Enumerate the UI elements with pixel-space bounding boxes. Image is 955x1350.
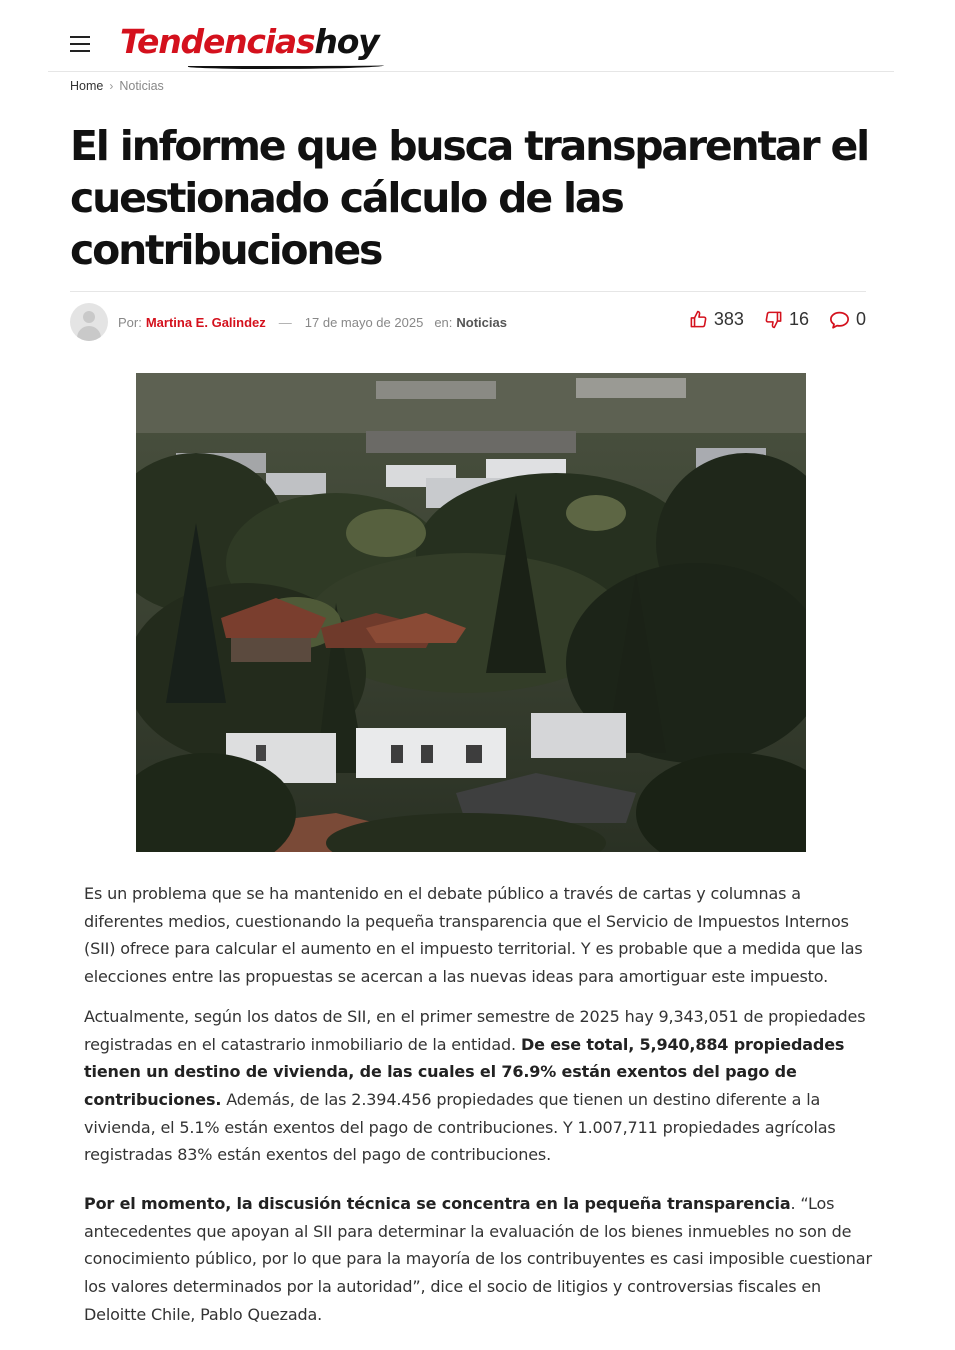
publish-date: 17 de mayo de 2025 [304,314,424,330]
breadcrumb-current[interactable]: Noticias [119,79,164,93]
paragraph-1: Es un problema que se ha mantenido en el debate público a través de cartas y columnas a diferentes medios, cuestionando la pequeña transparencia que el Servicio de Impuestos Internos (SII) ofrece para calcular el aumento en el impuesto territorial. Y es probable que a medida que las elecciones entre las propuestas se acercan a las nuevas ideas para amortiguar este impuesto. [84,884,863,987]
breadcrumb [70,79,164,93]
paragraph-3-bold: Por el momento, la discusión técnica se concentra en la pequeña transparencia [84,1194,791,1214]
dislike-count: 16 [788,309,809,329]
category-link[interactable]: Noticias [456,314,507,330]
like-button[interactable] [689,309,744,330]
comments-button[interactable] [829,309,866,330]
chevron-right-icon: › [109,79,114,93]
paragraph-2-text-a: Actualmente, según los datos de SII, en el primer semestre de 2025 hay 9,343,051 de propiedades registradas en el catastrario inmobiliario de la entidad. [84,1006,866,1054]
comment-count: 0 [855,309,866,329]
article-stats [669,309,866,330]
logo-text-secondary: hoy [314,22,379,61]
breadcrumb-home-link[interactable]: Home [70,79,104,93]
title-divider [70,291,866,292]
article-body [84,880,884,1341]
meta-separator: — [278,314,292,330]
author-avatar[interactable] [70,303,108,341]
site-header [48,0,894,72]
dislike-button[interactable] [764,309,809,330]
paragraph-2 [84,1003,884,1169]
paragraph-2-bold: De ese total, 5,940,884 propiedades tienen un destino de vivienda, de las cuales el 76.9% están exentos del pago de contribuciones. [84,1034,845,1109]
in-label: en: [434,314,453,330]
article-hero-image [136,373,806,852]
paragraph-2-text-c: Además, de las 2.394.456 propiedades que tienen un destino diferente a la vivienda, el 5.1% están exentos del pago de contribuciones. Y 1.007,711 propiedades agrícolas registradas 83% están exentos del pago de contribuciones. [84,1089,836,1165]
article-title: El informe que busca transparentar el cuestionado cálculo de las contribuciones [70,122,868,274]
hillside-houses-photo [136,373,806,852]
like-count: 383 [713,309,744,329]
thumbs-down-icon [764,310,783,329]
comment-bubble-icon [829,310,850,329]
paragraph-3-text: . “Los antecedentes que apoyan al SII para determinar la evaluación de los bienes inmuebles no son de conocimiento público, por lo que para la mayoría de los contribuyentes es casi imposible cuestionar los valores determinados por la autoridad”, dice el socio de litigios y controversias fiscales en Deloitte Chile, Pablo Quezada. [84,1194,872,1324]
logo-text-primary: Tendencias [120,22,315,61]
site-logo[interactable] [120,22,379,62]
paragraph-3 [84,1190,884,1329]
author-link[interactable]: Martina E. Galindez [145,314,266,330]
hamburger-menu-icon[interactable] [70,36,90,52]
thumbs-up-icon [689,310,708,329]
logo-swoosh [187,63,385,69]
by-label: Por: [118,314,142,330]
article-meta [70,303,866,341]
